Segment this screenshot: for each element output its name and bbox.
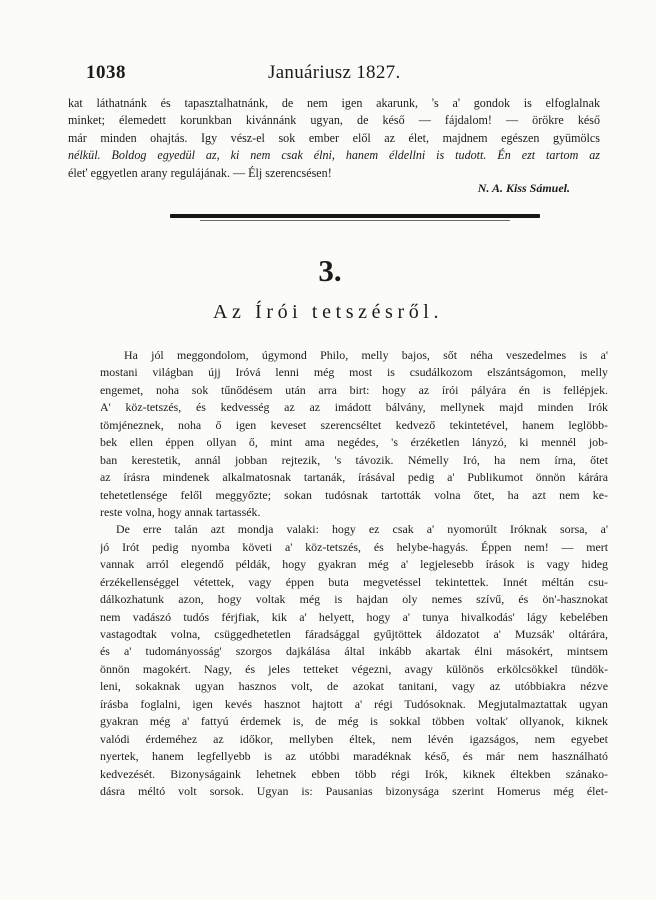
text-line: kedvezését. Bizonyságaink lehetnek ebben több régi Irók, kiknek éltekben szánako- bbox=[100, 766, 608, 781]
text-line: leni, sokaknak ugyan hasznos volt, de azokat tanitani, vagy az utóbbiakra nézve bbox=[100, 679, 608, 694]
text-line: nem vadászó tudós férjfiak, kik a' helyett, hogy a' tunya hivalkodás' lágy kebelében bbox=[100, 609, 608, 624]
text-line: reste volna, hogy annak tartassék. bbox=[100, 504, 261, 519]
text-line: önnön magokért. Nagy, és jeles tetteket végezni, avagy különös erkölcsökkel tündök- bbox=[100, 661, 608, 676]
text-line: engemet, noha sok tűnődésem után arra birt: hogy az írói pályára én is fellépjek. bbox=[100, 382, 608, 397]
text-line: vastagodtak volna, csüggedhetetlen fáradsággal gyűjtöttek áldozatot a' Muzsák' oltárára, bbox=[100, 627, 608, 641]
section-divider-thin bbox=[200, 220, 510, 221]
text-line: nélkül. Boldog egyedül az, ki nem csak élni, hanem éldellni is tudott. Én ezt tartom az bbox=[68, 148, 600, 163]
text-line: nyertek, hanem legfellyebb is az utóbbi maradéknak késő, és már nem használható bbox=[100, 749, 608, 764]
text-line: már minden ohajtás. Igy vész-el sok ember elől az élet, majdnem egészen gyümölcs bbox=[68, 130, 600, 145]
section-title: Az Írói tetszésről. bbox=[212, 301, 444, 323]
text-line: dásra méltó volt sorsok. Ugyan is: Pausanias bizonysága szerint Homerus még élet- bbox=[100, 783, 608, 798]
text-line: az írásra mindenek alkalmatosnak tartanák, írásával pedig a' Publikumot önnön kárára bbox=[100, 470, 608, 485]
page-number: 1038 bbox=[86, 62, 126, 83]
text-line: minket; élemedett korunkban kivánnánk ugyan, de késő — fájdalom! — örökre késő bbox=[68, 113, 600, 128]
text-line: és a' tudományosság' szorgos dajkálása által inkább akartak élni másokért, mintsem bbox=[100, 644, 608, 659]
running-head bbox=[86, 62, 606, 86]
running-title: Januáriusz 1827. bbox=[268, 62, 401, 83]
section-number: 3. bbox=[318, 253, 342, 288]
text-line: tehetetlensége felől meggyőzte; sokan tudósnak tartották volna őtet, ha azt nem ke- bbox=[100, 487, 608, 502]
text-line: dálkozhatunk azon, hogy voltak még is hajdan oly nemes szívű, és ön'-hasznokat bbox=[100, 592, 608, 607]
text-line: Ha jól meggondolom, úgymond Philo, melly bajos, sőt néha veszedelmes is a' bbox=[124, 348, 608, 362]
previous-article-text bbox=[68, 95, 600, 182]
text-line: tömjéneznek, noha ő igen keveset szerencséltet kedvező tekintetével, hanem leglöbb- bbox=[100, 417, 608, 432]
section-divider bbox=[170, 214, 540, 218]
text-line: mostani világban újj Iróvá lenni még most is csudálkozom elszántságomon, melly bbox=[100, 365, 608, 380]
text-line: írásba foglalni, igen kevés hasznot hajtott a' régi Tudósoknak. Megjutalmaztattak ugyan bbox=[100, 696, 608, 711]
text-line: érzékellenséggel vétettek, vagy éppen buta megvetéssel tekintettek. Innét méltán csu- bbox=[100, 574, 608, 589]
text-line: vannak arról elegendő példák, hogy gyakran még a' legjelesebb írások is vagy hideg bbox=[100, 557, 608, 572]
author-signature: N. A. Kiss Sámuel. bbox=[477, 181, 570, 195]
article-body bbox=[100, 347, 608, 800]
text-line: A' köz-tetszés, és kedvesség az az imádott bálvány, mellynek majd minden Irók bbox=[100, 400, 608, 415]
text-line: gyakran még a' fattyú érdemek is, de még is sokkal többen voltak' ollyanok, kiknek bbox=[100, 714, 608, 729]
text-line: jó Irót pedig nyomba követi a' köz-tetszés, és helybe-hagyás. Éppen nem! — mert bbox=[100, 539, 608, 554]
text-line: ban kerestetik, annál jobban rejtezik, 's távozik. Némelly Iró, ha nem írna, őtet bbox=[100, 452, 608, 467]
text-line: élet' eggyetlen arany regulájának. — Élj szerencsésen! bbox=[68, 165, 332, 180]
text-line: kat láthatnánk és tapasztalhatnánk, de nem igen akarunk, 's a' gondok is elfoglalnak bbox=[68, 96, 600, 110]
text-line: valódi érdeméhez az időkor, mellyben éltek, nem lévén igazságos, nem egyebet bbox=[100, 731, 608, 746]
text-line: bek ellen éppen ollyan ő, mint ama negédes, 's érzéketlen lányzó, ki mennél job- bbox=[100, 435, 608, 450]
text-line: De erre talán azt mondja valaki: hogy ez csak a' nyomorúlt Iróknak sorsa, a' bbox=[116, 522, 608, 537]
